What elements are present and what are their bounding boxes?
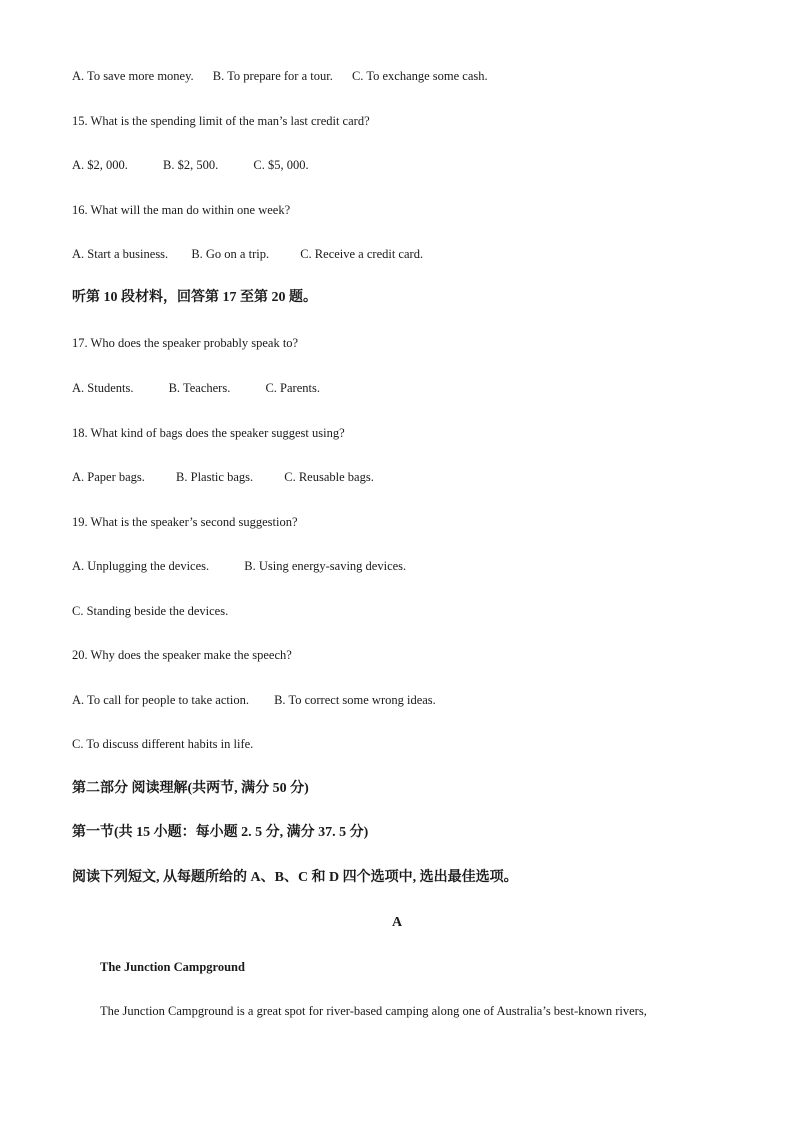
passage-text: The Junction Campground is a great spot for river-based camping along one of Australia’s best-known rivers,: [100, 1004, 647, 1018]
q19-options-row1: [72, 558, 406, 574]
q19-question: 19. What is the speaker’s second suggestion?: [72, 515, 298, 529]
q15-options: [72, 157, 309, 173]
q20-option-c: C. To discuss different habits in life.: [72, 737, 254, 751]
q17-question: 17. Who does the speaker probably speak to?: [72, 336, 299, 350]
q20-question: 20. Why does the speaker make the speech?: [72, 648, 292, 662]
passage-title: The Junction Campground: [100, 960, 245, 974]
q16-question: 16. What will the man do within one week?: [72, 203, 291, 217]
q17-option-c: C. Parents.: [265, 381, 320, 395]
q15-option-b: B. $2, 500.: [163, 158, 219, 172]
q15-question: 15. What is the spending limit of the man’s last credit card?: [72, 114, 370, 128]
q19-option-c: C. Standing beside the devices.: [72, 604, 229, 618]
q20-option-a: A. To call for people to take action.: [72, 693, 249, 707]
reading-instruction: 阅读下列短文, 从每题所给的 A、B、C 和 D 四个选项中, 选出最佳选项。: [72, 870, 518, 885]
q14-option-a: A. To save more money.: [72, 69, 194, 83]
q15-option-a: A. $2, 000.: [72, 158, 128, 172]
q18-options: [72, 469, 374, 485]
q17-option-a: A. Students.: [72, 381, 134, 395]
passage-label: A: [391, 915, 403, 930]
q17-options: [72, 380, 320, 396]
q17-option-b: B. Teachers.: [168, 381, 231, 395]
q18-option-a: A. Paper bags.: [72, 470, 145, 484]
q16-option-c: C. Receive a credit card.: [300, 247, 424, 261]
q18-option-b: B. Plastic bags.: [176, 470, 254, 484]
q15-option-c: C. $5, 000.: [253, 158, 309, 172]
q14-option-b: B. To prepare for a tour.: [212, 69, 333, 83]
section10-instruction: 听第 10 段材料，回答第 17 至第 20 题。: [72, 290, 317, 305]
q19-option-a: A. Unplugging the devices.: [72, 559, 210, 573]
q19-option-b: B. Using energy-saving devices.: [244, 559, 407, 573]
q16-option-a: A. Start a business.: [72, 247, 169, 261]
q14-options: [72, 68, 488, 84]
part2-heading: 第二部分 阅读理解(共两节, 满分 50 分): [72, 781, 309, 796]
section1-heading: 第一节(共 15 小题：每小题 2. 5 分, 满分 37. 5 分): [72, 825, 369, 840]
q14-option-c: C. To exchange some cash.: [351, 69, 488, 83]
q16-options: [72, 246, 423, 262]
q18-option-c: C. Reusable bags.: [284, 470, 374, 484]
q20-option-b: B. To correct some wrong ideas.: [274, 693, 436, 707]
q16-option-b: B. Go on a trip.: [191, 247, 270, 261]
q18-question: 18. What kind of bags does the speaker suggest using?: [72, 426, 345, 440]
q20-options-row1: [72, 692, 436, 708]
